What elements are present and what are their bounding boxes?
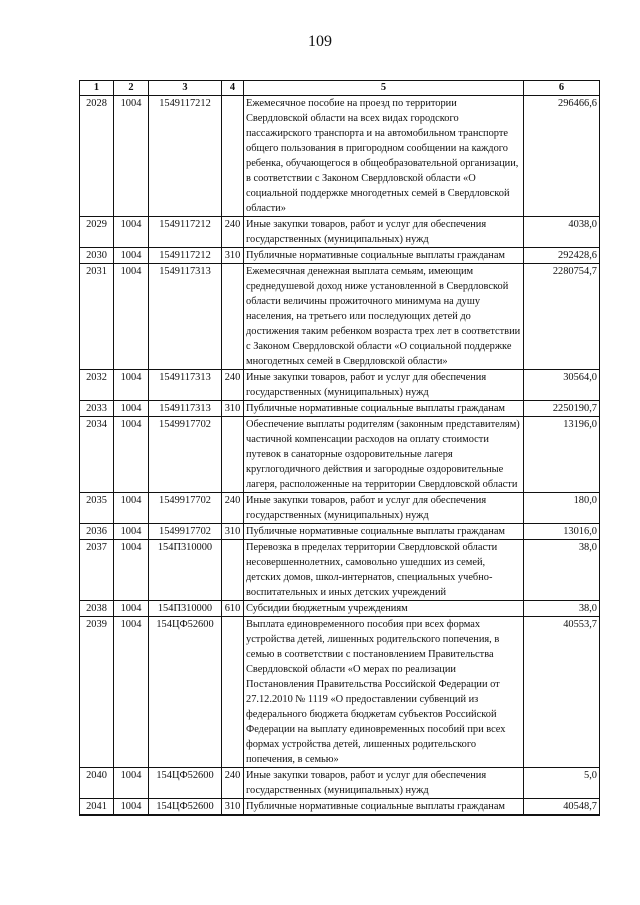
expense-type-code	[222, 540, 244, 601]
row-number: 2036	[80, 524, 114, 540]
header-cell: 6	[524, 81, 600, 96]
header-cell: 5	[244, 81, 524, 96]
amount-value: 292428,6	[524, 248, 600, 264]
row-number: 2037	[80, 540, 114, 601]
amount-value: 5,0	[524, 768, 600, 799]
expense-description: Субсидии бюджетным учреждениям	[244, 601, 524, 617]
section-code: 1004	[114, 493, 149, 524]
expense-description: Выплата единовременного пособия при всех формах устройства детей, лишенных родительского попечения, в семью в соответствии с постановлением Правительства Свердловской области «О мерах по реализации Постановления Правительства Российской Федерации от 27.12.2010 № 1119 «О предоставлении субвенций из федерального бюджета бюджетам субъектов Российской Федерации на выплату единовременных пособий при всех формах устройства детей, лишенных родительского попечения, в семью»	[244, 617, 524, 768]
expense-description: Публичные нормативные социальные выплаты гражданам	[244, 401, 524, 417]
target-article-code: 1549917702	[149, 493, 222, 524]
amount-value: 180,0	[524, 493, 600, 524]
amount-value: 13016,0	[524, 524, 600, 540]
target-article-code: 154ЦФ52600	[149, 768, 222, 799]
amount-value: 2250190,7	[524, 401, 600, 417]
amount-value: 296466,6	[524, 96, 600, 217]
row-number: 2035	[80, 493, 114, 524]
expense-type-code	[222, 96, 244, 217]
amount-value: 38,0	[524, 540, 600, 601]
target-article-code: 1549117212	[149, 248, 222, 264]
section-code: 1004	[114, 217, 149, 248]
expense-description: Публичные нормативные социальные выплаты гражданам	[244, 524, 524, 540]
amount-value: 2280754,7	[524, 264, 600, 370]
target-article-code: 154П310000	[149, 601, 222, 617]
target-article-code: 154П310000	[149, 540, 222, 601]
row-number: 2029	[80, 217, 114, 248]
expense-type-code	[222, 617, 244, 768]
header-cell: 1	[80, 81, 114, 96]
amount-value: 13196,0	[524, 417, 600, 493]
expense-type-code: 240	[222, 493, 244, 524]
target-article-code: 1549117212	[149, 96, 222, 217]
row-number: 2030	[80, 248, 114, 264]
table-row	[80, 617, 600, 768]
expense-type-code	[222, 264, 244, 370]
target-article-code: 154ЦФ52600	[149, 799, 222, 816]
target-article-code: 1549917702	[149, 417, 222, 493]
target-article-code: 154ЦФ52600	[149, 617, 222, 768]
expense-description: Иные закупки товаров, работ и услуг для обеспечения государственных (муниципальных) нужд	[244, 217, 524, 248]
table-row	[80, 370, 600, 401]
section-code: 1004	[114, 96, 149, 217]
header-cell: 3	[149, 81, 222, 96]
row-number: 2031	[80, 264, 114, 370]
expense-type-code: 240	[222, 370, 244, 401]
row-number: 2032	[80, 370, 114, 401]
table-row	[80, 601, 600, 617]
target-article-code: 1549117313	[149, 370, 222, 401]
expense-type-code: 240	[222, 768, 244, 799]
amount-value: 4038,0	[524, 217, 600, 248]
target-article-code: 1549117313	[149, 264, 222, 370]
expense-type-code	[222, 417, 244, 493]
section-code: 1004	[114, 248, 149, 264]
page-number: 109	[308, 33, 332, 50]
table-row	[80, 493, 600, 524]
section-code: 1004	[114, 617, 149, 768]
expense-description: Иные закупки товаров, работ и услуг для обеспечения государственных (муниципальных) нужд	[244, 370, 524, 401]
target-article-code: 1549917702	[149, 524, 222, 540]
row-number: 2038	[80, 601, 114, 617]
expense-description: Иные закупки товаров, работ и услуг для обеспечения государственных (муниципальных) нужд	[244, 493, 524, 524]
expense-type-code: 240	[222, 217, 244, 248]
expense-description: Публичные нормативные социальные выплаты гражданам	[244, 799, 524, 816]
expense-type-code: 310	[222, 248, 244, 264]
section-code: 1004	[114, 401, 149, 417]
table-row	[80, 540, 600, 601]
amount-value: 38,0	[524, 601, 600, 617]
expense-description: Публичные нормативные социальные выплаты гражданам	[244, 248, 524, 264]
table-row	[80, 524, 600, 540]
table-row	[80, 248, 600, 264]
table-row	[80, 96, 600, 217]
expense-description: Ежемесячное пособие на проезд по территории Свердловской области на всех видах городского пассажирского транспорта и на автомобильном транспорте общего пользования в пригородном сообщении на каждого ребенка, обучающегося в общеобразовательной организации, в соответствии с Законом Свердловской области «О социальной поддержке многодетных семей в Свердловской области»	[244, 96, 524, 217]
expense-type-code: 310	[222, 799, 244, 816]
row-number: 2028	[80, 96, 114, 217]
section-code: 1004	[114, 524, 149, 540]
table-header-row	[80, 81, 600, 96]
row-number: 2039	[80, 617, 114, 768]
amount-value: 40548,7	[524, 799, 600, 816]
table-row	[80, 401, 600, 417]
table-row	[80, 417, 600, 493]
target-article-code: 1549117313	[149, 401, 222, 417]
section-code: 1004	[114, 540, 149, 601]
amount-value: 30564,0	[524, 370, 600, 401]
row-number: 2034	[80, 417, 114, 493]
table-row	[80, 799, 600, 816]
expense-description: Ежемесячная денежная выплата семьям, имеющим среднедушевой доход ниже установленной в Свердловской области величины прожиточного минимума на душу населения, на третьего или последующих детей до достижения таким ребенком возраста трех лет в соответствии с Законом Свердловской области «О социальной поддержке многодетных семей в Свердловской области»	[244, 264, 524, 370]
expense-description: Иные закупки товаров, работ и услуг для обеспечения государственных (муниципальных) нужд	[244, 768, 524, 799]
section-code: 1004	[114, 768, 149, 799]
row-number: 2041	[80, 799, 114, 816]
header-cell: 2	[114, 81, 149, 96]
row-number: 2040	[80, 768, 114, 799]
row-number: 2033	[80, 401, 114, 417]
expense-type-code: 310	[222, 401, 244, 417]
section-code: 1004	[114, 264, 149, 370]
expense-type-code: 610	[222, 601, 244, 617]
table-row	[80, 217, 600, 248]
table-row	[80, 768, 600, 799]
expense-type-code: 310	[222, 524, 244, 540]
section-code: 1004	[114, 601, 149, 617]
section-code: 1004	[114, 370, 149, 401]
target-article-code: 1549117212	[149, 217, 222, 248]
section-code: 1004	[114, 799, 149, 816]
header-cell: 4	[222, 81, 244, 96]
table-row	[80, 264, 600, 370]
section-code: 1004	[114, 417, 149, 493]
expense-description: Перевозка в пределах территории Свердловской области несовершеннолетних, самовольно ушедших из семей, детских домов, школ-интернатов, специальных учебно-воспитательных и иных детских учреждений	[244, 540, 524, 601]
amount-value: 40553,7	[524, 617, 600, 768]
budget-table	[79, 80, 600, 816]
expense-description: Обеспечение выплаты родителям (законным представителям) частичной компенсации расходов на оплату стоимости путевок в санаторные оздоровительные лагеря круглогодичного действия и загородные оздоровительные лагеря, расположенные на территории Свердловской области	[244, 417, 524, 493]
